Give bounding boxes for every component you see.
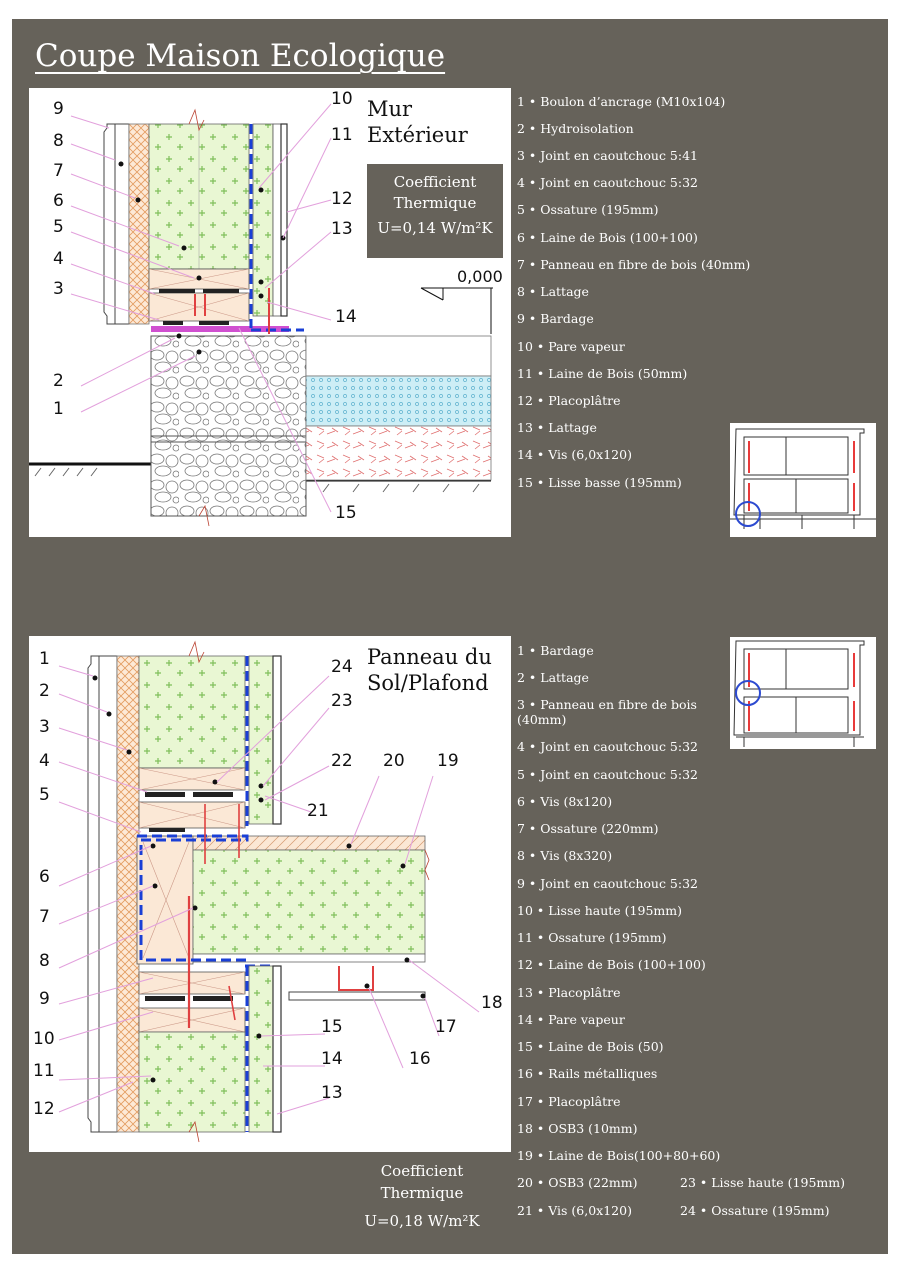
wall-location-thumbnail bbox=[730, 423, 876, 537]
wall-title-line1: Mur bbox=[367, 97, 413, 121]
wall-legend bbox=[517, 94, 751, 494]
floor-thermal-coefficient bbox=[344, 1160, 500, 1238]
legend-item: 7 • Panneau en fibre de bois (40mm) bbox=[517, 257, 751, 272]
callout-9: 9 bbox=[53, 99, 64, 119]
callout-3: 3 bbox=[53, 279, 64, 299]
wall-thermal-coefficient bbox=[367, 164, 503, 258]
legend-item: 6 • Laine de Bois (100+100) bbox=[517, 230, 698, 245]
legend-item: 4 • Joint en caoutchouc 5:32 bbox=[517, 175, 698, 190]
legend-item: 11 • Laine de Bois (50mm) bbox=[517, 366, 688, 381]
callout-5: 5 bbox=[39, 785, 50, 805]
callout-11: 11 bbox=[33, 1061, 55, 1081]
legend-item: 4 • Joint en caoutchouc 5:32 bbox=[517, 739, 698, 754]
legend-item: 10 • Pare vapeur bbox=[517, 339, 625, 354]
callout-19: 19 bbox=[437, 751, 459, 771]
callout-8: 8 bbox=[53, 131, 64, 151]
floor-section-svg bbox=[29, 636, 511, 1152]
wall-coef-label2: Thermique bbox=[393, 194, 477, 212]
level-marker-text: 0,000 bbox=[457, 267, 503, 286]
legend-item: 19 • Laine de Bois(100+80+60) bbox=[517, 1148, 721, 1163]
callout-21: 21 bbox=[307, 801, 329, 821]
legend-item: 23 • Lisse haute (195mm) bbox=[680, 1175, 845, 1190]
legend-item: 3 • Joint en caoutchouc 5:41 bbox=[517, 148, 698, 163]
legend-item: 15 • Laine de Bois (50) bbox=[517, 1039, 664, 1054]
legend-item: 5 • Joint en caoutchouc 5:32 bbox=[517, 767, 698, 782]
callout-1: 1 bbox=[53, 399, 64, 419]
legend-item: 11 • Ossature (195mm) bbox=[517, 930, 667, 945]
callout-10: 10 bbox=[33, 1029, 55, 1049]
wall-coef-value: U=0,14 W/m²K bbox=[377, 219, 493, 237]
callout-4: 4 bbox=[39, 751, 50, 771]
callout-4: 4 bbox=[53, 249, 64, 269]
legend-item: 16 • Rails métalliques bbox=[517, 1066, 658, 1081]
legend-item: 2 • Lattage bbox=[517, 670, 589, 685]
floor-location-thumbnail bbox=[730, 637, 876, 749]
legend-item: 20 • OSB3 (22mm) bbox=[517, 1175, 638, 1190]
callout-10: 10 bbox=[331, 89, 353, 109]
floor-title-line2: Sol/Plafond bbox=[367, 671, 489, 695]
legend-item: 12 • Placoplâtre bbox=[517, 393, 621, 408]
callout-13: 13 bbox=[331, 219, 353, 239]
callout-17: 17 bbox=[435, 1017, 457, 1037]
floor-section-drawing bbox=[29, 636, 511, 1152]
legend-item: 12 • Laine de Bois (100+100) bbox=[517, 957, 706, 972]
legend-item: 8 • Vis (8x320) bbox=[517, 848, 613, 863]
callout-6: 6 bbox=[39, 867, 50, 887]
legend-item: 7 • Ossature (220mm) bbox=[517, 821, 659, 836]
callout-14: 14 bbox=[321, 1049, 343, 1069]
callout-12: 12 bbox=[331, 189, 353, 209]
legend-item: 5 • Ossature (195mm) bbox=[517, 202, 659, 217]
legend-item: 13 • Placoplâtre bbox=[517, 985, 621, 1000]
legend-item: 21 • Vis (6,0x120) bbox=[517, 1203, 632, 1218]
legend-item: 17 • Placoplâtre bbox=[517, 1094, 621, 1109]
callout-1: 1 bbox=[39, 649, 50, 669]
floor-section-title bbox=[367, 644, 492, 696]
wall-section-svg bbox=[29, 88, 511, 537]
legend-item: 14 • Pare vapeur bbox=[517, 1012, 625, 1027]
callout-2: 2 bbox=[39, 681, 50, 701]
wall-section-drawing bbox=[29, 88, 511, 537]
legend-item: 9 • Bardage bbox=[517, 311, 594, 326]
callout-7: 7 bbox=[39, 907, 50, 927]
legend-item: 9 • Joint en caoutchouc 5:32 bbox=[517, 876, 698, 891]
callout-15: 15 bbox=[321, 1017, 343, 1037]
legend-item: 10 • Lisse haute (195mm) bbox=[517, 903, 682, 918]
callout-23: 23 bbox=[331, 691, 353, 711]
legend-item: 13 • Lattage bbox=[517, 420, 597, 435]
callout-6: 6 bbox=[53, 191, 64, 211]
wall-title-line2: Extérieur bbox=[367, 123, 468, 147]
callout-5: 5 bbox=[53, 217, 64, 237]
floor-coef-value: U=0,18 W/m²K bbox=[364, 1212, 480, 1230]
callout-15: 15 bbox=[335, 503, 357, 523]
callout-16: 16 bbox=[409, 1049, 431, 1069]
callout-12: 12 bbox=[33, 1099, 55, 1119]
legend-item: 18 • OSB3 (10mm) bbox=[517, 1121, 638, 1136]
wall-section-title bbox=[367, 96, 468, 148]
legend-item: 6 • Vis (8x120) bbox=[517, 794, 613, 809]
legend-item: 8 • Lattage bbox=[517, 284, 589, 299]
callout-3: 3 bbox=[39, 717, 50, 737]
legend-item: 14 • Vis (6,0x120) bbox=[517, 447, 632, 462]
floor-title-line1: Panneau du bbox=[367, 645, 492, 669]
callout-18: 18 bbox=[481, 993, 503, 1013]
callout-8: 8 bbox=[39, 951, 50, 971]
legend-item: 24 • Ossature (195mm) bbox=[680, 1203, 830, 1218]
legend-item: (40mm) bbox=[517, 712, 567, 727]
callout-11: 11 bbox=[331, 125, 353, 145]
callout-20: 20 bbox=[383, 751, 405, 771]
callout-22: 22 bbox=[331, 751, 353, 771]
callout-7: 7 bbox=[53, 161, 64, 181]
callout-9: 9 bbox=[39, 989, 50, 1009]
callout-2: 2 bbox=[53, 371, 64, 391]
callout-14: 14 bbox=[335, 307, 357, 327]
wall-coef-label1: Coefficient bbox=[393, 173, 477, 191]
legend-item: 2 • Hydroisolation bbox=[517, 121, 634, 136]
callout-13: 13 bbox=[321, 1083, 343, 1103]
callout-24: 24 bbox=[331, 657, 353, 677]
legend-item: 1 • Bardage bbox=[517, 643, 594, 658]
legend-item: 3 • Panneau en fibre de bois bbox=[517, 697, 697, 712]
floor-coef-label2: Thermique bbox=[380, 1184, 464, 1202]
legend-item: 15 • Lisse basse (195mm) bbox=[517, 475, 682, 490]
floor-coef-label1: Coefficient bbox=[380, 1162, 464, 1180]
legend-item: 1 • Boulon d’ancrage (M10x104) bbox=[517, 94, 726, 109]
page-title: Coupe Maison Ecologique bbox=[35, 38, 446, 74]
